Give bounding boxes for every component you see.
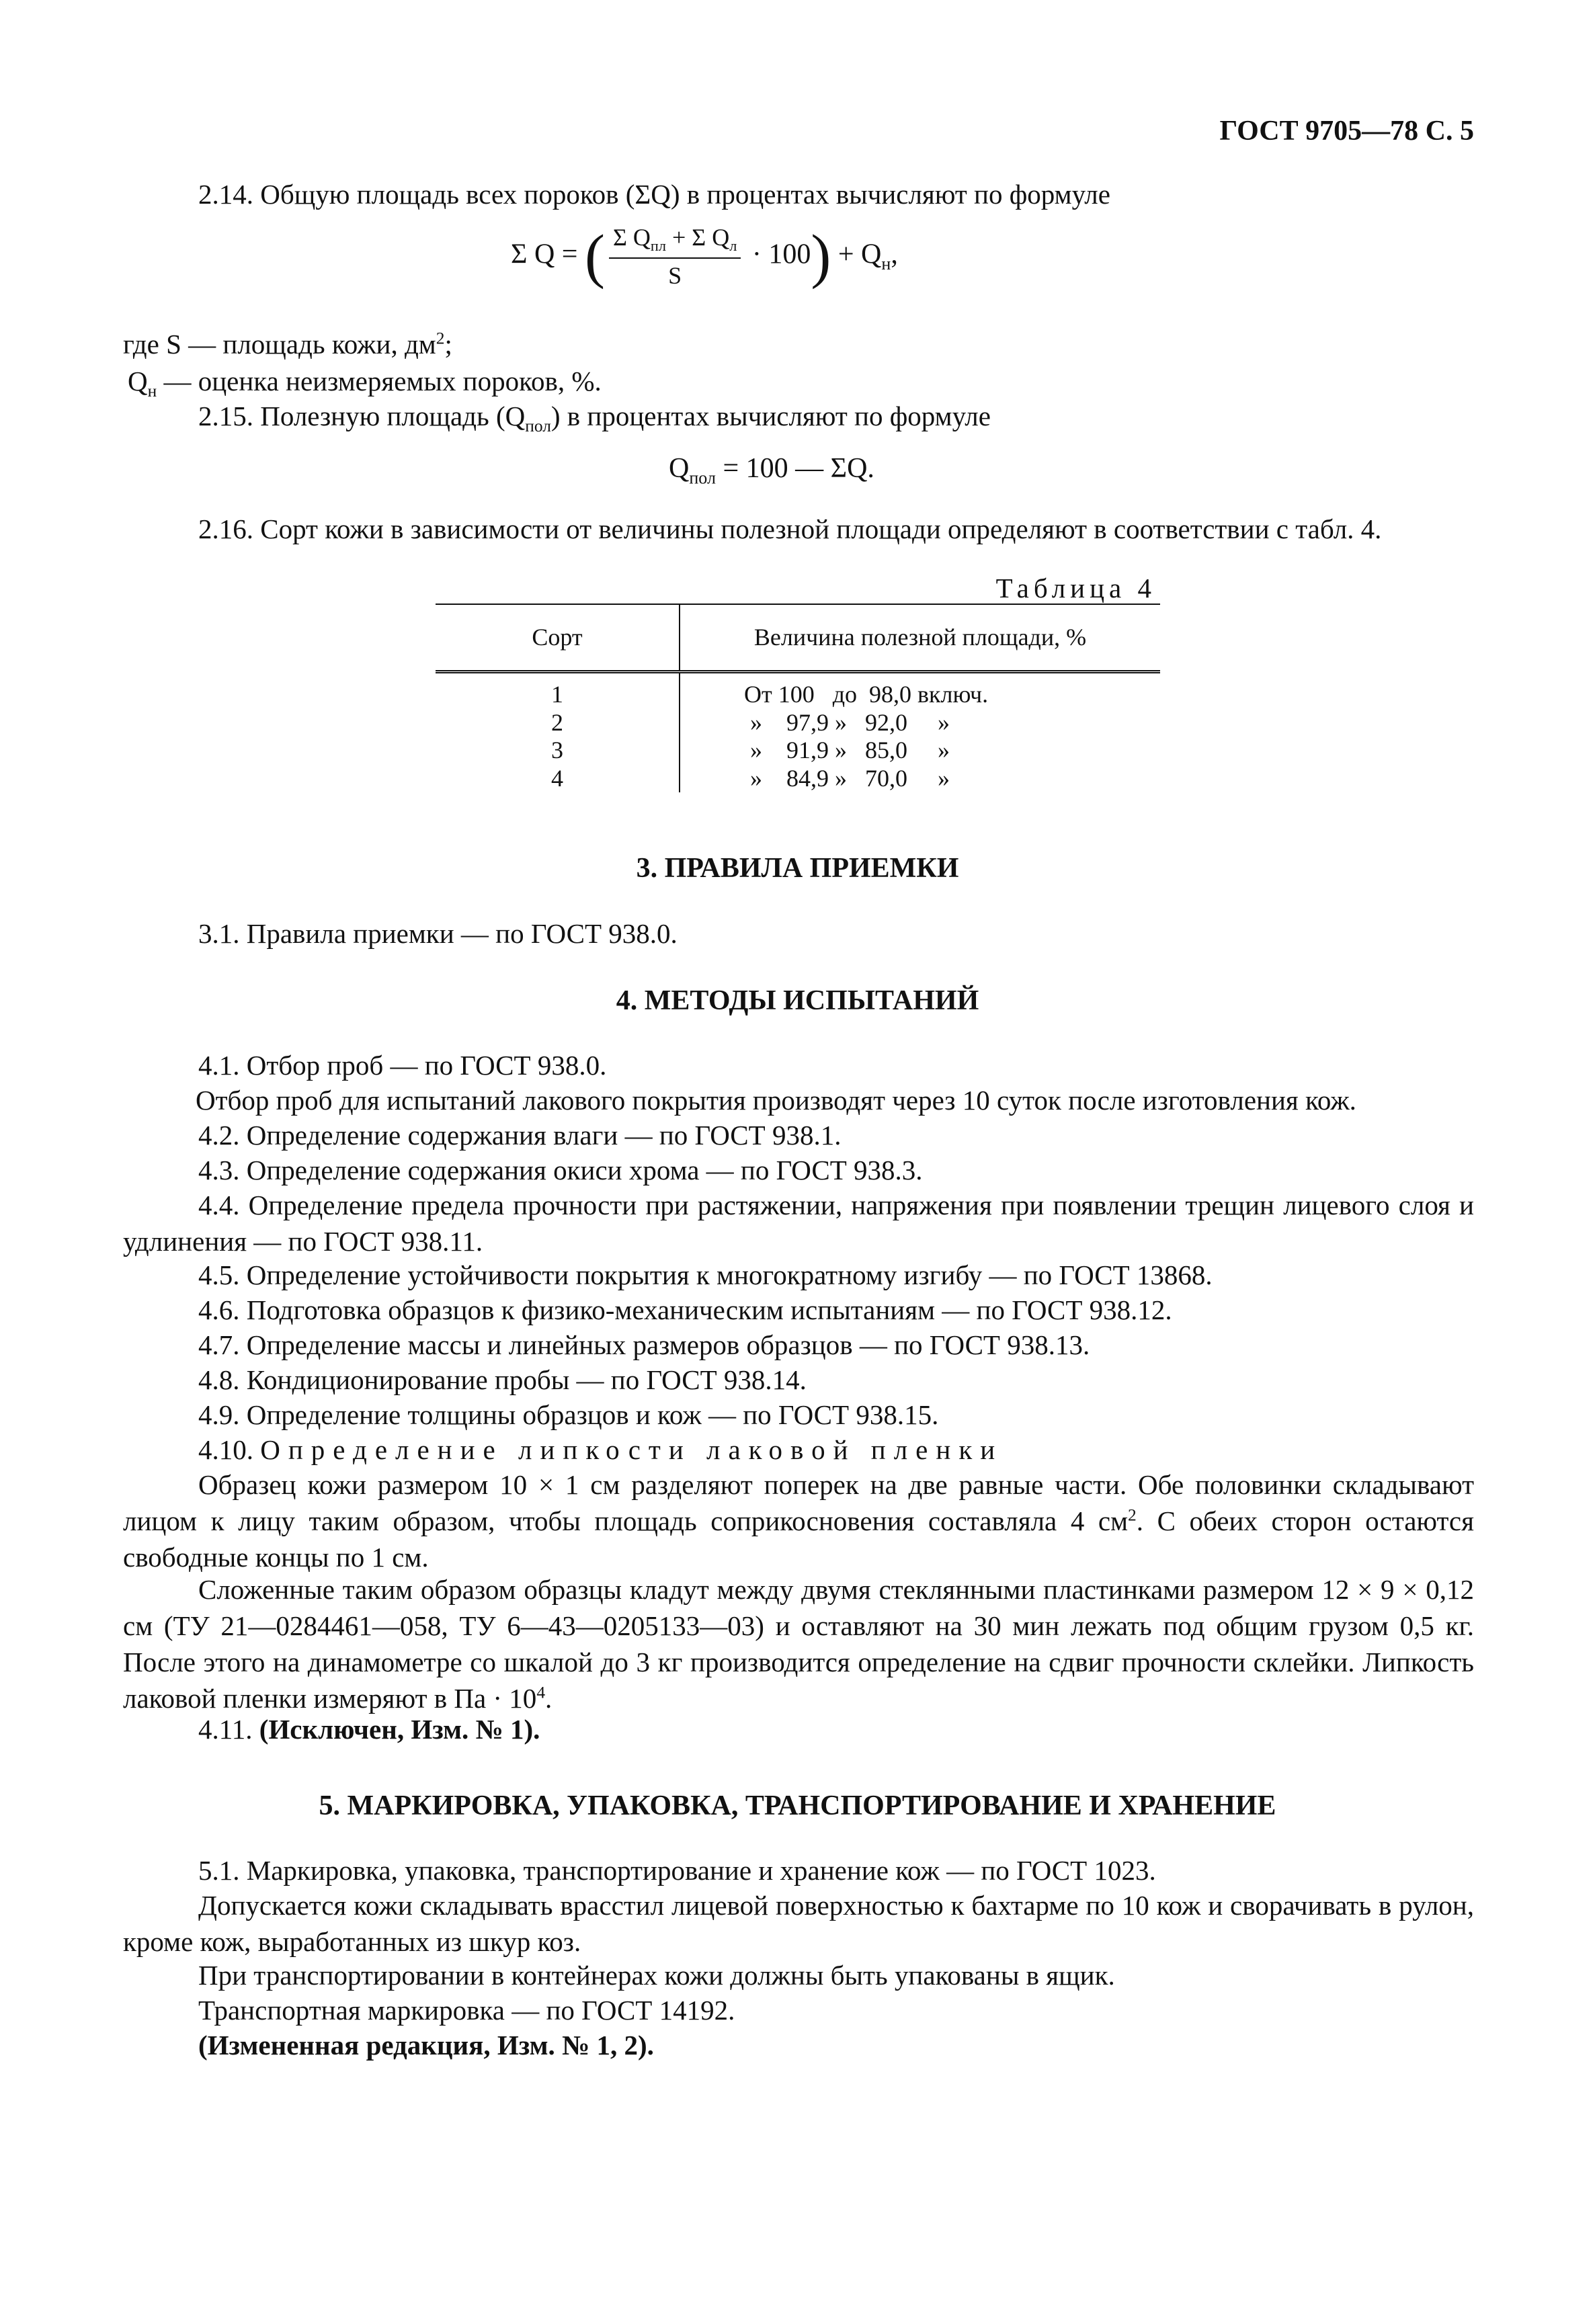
num-term1: Σ Q (612, 224, 651, 251)
paragraph-4-11 (123, 1711, 1474, 1747)
page-header: ГОСТ 9705—78 С. 5 (1219, 116, 1474, 147)
where-s-text: где S — площадь кожи, дм (123, 329, 436, 360)
p410a-end: . С обеих сторон остаются свободные концы по 1 см. (123, 1505, 1474, 1573)
paragraph-5-1: 5.1. Маркировка, упаковка, транспортирование и хранение кож — по ГОСТ 1023. (198, 1855, 1156, 1886)
p215-a: 2.15. Полезную площадь (Q (198, 401, 526, 431)
table-cell-grade: 2 (436, 709, 680, 737)
paragraph-5-1d: Транспортная маркировка — по ГОСТ 14192. (198, 1995, 735, 2026)
table-header-row (436, 604, 1160, 672)
num-sub2: л (729, 237, 737, 255)
paragraph-4-1: 4.1. Отбор проб — по ГОСТ 938.0. (198, 1050, 607, 1081)
paragraph-2-15 (123, 398, 1474, 438)
formula-times: · 100 (751, 239, 811, 270)
table-cell-area: » 84,9 » 70,0 » (744, 764, 950, 792)
p410b-end: . (545, 1683, 553, 1714)
table-cell-area: » 97,9 » 92,0 » (744, 708, 950, 736)
paragraph-2-14: 2.14. Общую площадь всех пороков (ΣQ) в процентах вычисляют по формуле (198, 179, 1110, 210)
where-q-sub: н (147, 382, 157, 401)
paragraph-2-16: 2.16. Сорт кожи в зависимости от величины полезной площади определяют в соответствии с табл. 4. (198, 513, 1382, 544)
p411-text: (Исключен, Изм. № 1). (259, 1714, 540, 1745)
fraction-denominator: S (668, 261, 682, 289)
table-cell-grade: 3 (436, 737, 680, 765)
paragraph-4-2: 4.2. Определение содержания влаги — по ГОСТ 938.1. (198, 1120, 842, 1151)
formula-plus: + Q (837, 239, 882, 270)
p410a-text: Образец кожи размером 10 × 1 см разделяют поперек на две равные части. Обе половинки складывают лицом к лицу таким образом, чтобы площадь соприкосновения составляла 4 см (123, 1469, 1474, 1537)
p410-title: Определение липкости лаковой пленки (260, 1434, 1004, 1465)
f2-sub: пол (689, 468, 716, 488)
fraction-numerator (609, 222, 741, 259)
where-s-sup: 2 (436, 329, 445, 348)
f2-q: Q (669, 453, 690, 484)
section-4-heading: 4. МЕТОДЫ ИСПЫТАНИЙ (616, 985, 979, 1016)
where-s-definition (123, 326, 1474, 362)
paragraph-4-4: 4.4. Определение предела прочности при растяжении, напряжения при появлении трещин лицевого слоя и удлинения — по ГОСТ 938.11. (123, 1190, 1474, 1257)
paragraph-4-7: 4.7. Определение массы и линейных размеров образцов — по ГОСТ 938.13. (198, 1329, 1090, 1360)
where-q-definition (128, 363, 1479, 403)
table-row (436, 672, 1160, 709)
paragraph-4-10b (123, 1571, 1474, 1716)
p215-sub: пол (525, 417, 551, 436)
formula-comma: , (891, 239, 898, 270)
paragraph-4-10a (123, 1466, 1474, 1575)
table-cell-area: » 91,9 » 85,0 » (744, 737, 950, 764)
table-cell-grade: 4 (436, 765, 680, 793)
paragraph-5-1e: (Измененная редакция, Изм. № 1, 2). (198, 2030, 654, 2061)
table-cell-grade: 1 (436, 672, 680, 709)
open-paren: ( (584, 223, 605, 290)
formula-lhs: Σ Q = (511, 239, 578, 270)
table-header-grade: Сорт (436, 604, 680, 672)
paragraph-5-1c: При транспортировании в контейнерах кожи должны быть упакованы в ящик. (198, 1960, 1115, 1991)
section-3-heading: 3. ПРАВИЛА ПРИЕМКИ (636, 853, 959, 884)
f2-rest: = 100 — ΣQ. (715, 453, 874, 484)
paragraph-4-5: 4.5. Определение устойчивости покрытия к многократному изгибу — по ГОСТ 13868. (198, 1259, 1213, 1290)
table-cell-area: От 100 до 98,0 включ. (744, 681, 989, 708)
table-row (436, 737, 1160, 765)
table-4 (436, 604, 1160, 792)
formula-total-defects (511, 222, 898, 292)
p410b-sup: 4 (536, 1683, 546, 1702)
paragraph-5-1b: Допускается кожи складывать врасстил лицевой поверхностью к бахтарме по 10 кож и сворачивать в рулон, кроме кож, выработанных из шкур коз. (123, 1890, 1474, 1958)
paragraph-4-9: 4.9. Определение толщины образцов и кож — по ГОСТ 938.15. (198, 1399, 939, 1430)
p410a-sup: 2 (1128, 1505, 1137, 1525)
table-caption: Таблица 4 (995, 573, 1156, 604)
paragraph-4-3: 4.3. Определение содержания окиси хрома — по ГОСТ 938.3. (198, 1155, 923, 1186)
where-s-end: ; (444, 329, 452, 360)
num-sub1: пл (650, 237, 666, 255)
table-row (436, 709, 1160, 737)
paragraph-4-10-title (123, 1431, 1474, 1468)
section-5-heading: 5. МАРКИРОВКА, УПАКОВКА, ТРАНСПОРТИРОВАНИЕ И ХРАНЕНИЕ (319, 1790, 1276, 1821)
where-q-text: — оценка неизмеряемых пороков, %. (157, 366, 602, 397)
table-header-area: Величина полезной площади, % (680, 604, 1160, 672)
paragraph-3-1: 3.1. Правила приемки — по ГОСТ 938.0. (198, 918, 678, 949)
p410-number: 4.10. (198, 1434, 261, 1465)
p411-number: 4.11. (198, 1714, 259, 1745)
num-term2: + Σ Q (665, 224, 730, 251)
formula-useful-area (669, 450, 874, 490)
p410b-text: Сложенные таким образом образцы кладут между двумя стеклянными пластинками размером 12 × 9 × 0,12 см (ТУ 21—0284461—058, ТУ 6—43—0205133—03) и оставляют на 30 мин лежать под общим грузом 0,5 кг. После этого на динамометре со шкалой до 3 кг производится определение на сдвиг прочности склейки. Липкость лаковой пленки измеряют в Па · 10 (123, 1574, 1474, 1714)
formula-fraction (609, 222, 741, 292)
table-row (436, 765, 1160, 793)
where-q-symbol: Q (128, 366, 148, 397)
paragraph-4-6: 4.6. Подготовка образцов к физико-механическим испытаниям — по ГОСТ 938.12. (198, 1294, 1172, 1325)
paragraph-4-1b: Отбор проб для испытаний лакового покрытия производят через 10 суток после изготовления кож. (196, 1085, 1356, 1116)
formula-sub: н (881, 254, 891, 274)
p215-b: ) в процентах вычисляют по формуле (550, 401, 991, 431)
close-paren: ) (811, 223, 831, 290)
paragraph-4-8: 4.8. Кондиционирование пробы — по ГОСТ 938.14. (198, 1364, 807, 1395)
